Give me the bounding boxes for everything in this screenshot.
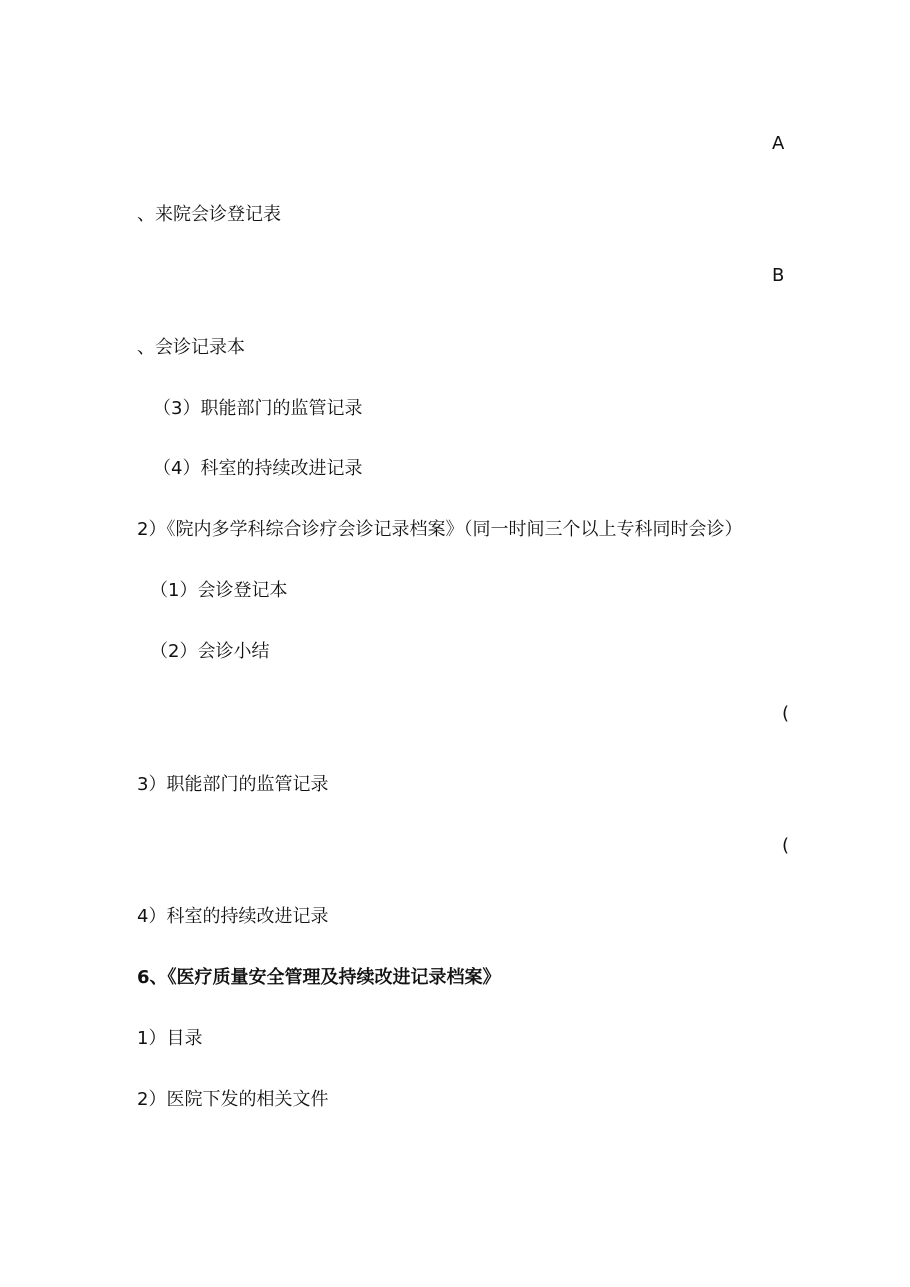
marker-b: B — [772, 265, 785, 286]
paren-mark-1: ( — [782, 703, 790, 724]
section-6-item-1: 1）目录 — [137, 1028, 203, 1049]
paren-mark-2: ( — [782, 835, 790, 856]
list-item-2-sub-2: （2）会诊小结 — [150, 641, 270, 662]
item-a-text: 、来院会诊登记表 — [137, 204, 281, 225]
item-b-text: 、会诊记录本 — [137, 337, 245, 358]
section-6-heading: 6、《医疗质量安全管理及持续改进记录档案》 — [137, 967, 501, 988]
sub-item-3: （3）职能部门的监管记录 — [153, 398, 363, 419]
list-item-2-sub-1: （1）会诊登记本 — [150, 580, 288, 601]
marker-a: A — [772, 133, 785, 154]
section-6-item-2: 2）医院下发的相关文件 — [137, 1089, 329, 1110]
list-item-2: 2）《院内多学科综合诊疗会诊记录档案》（同一时间三个以上专科同时会诊） — [137, 519, 743, 540]
sub-item-4: （4）科室的持续改进记录 — [153, 458, 363, 479]
list-item-4: 4）科室的持续改进记录 — [137, 906, 329, 927]
list-item-3: 3）职能部门的监管记录 — [137, 774, 329, 795]
